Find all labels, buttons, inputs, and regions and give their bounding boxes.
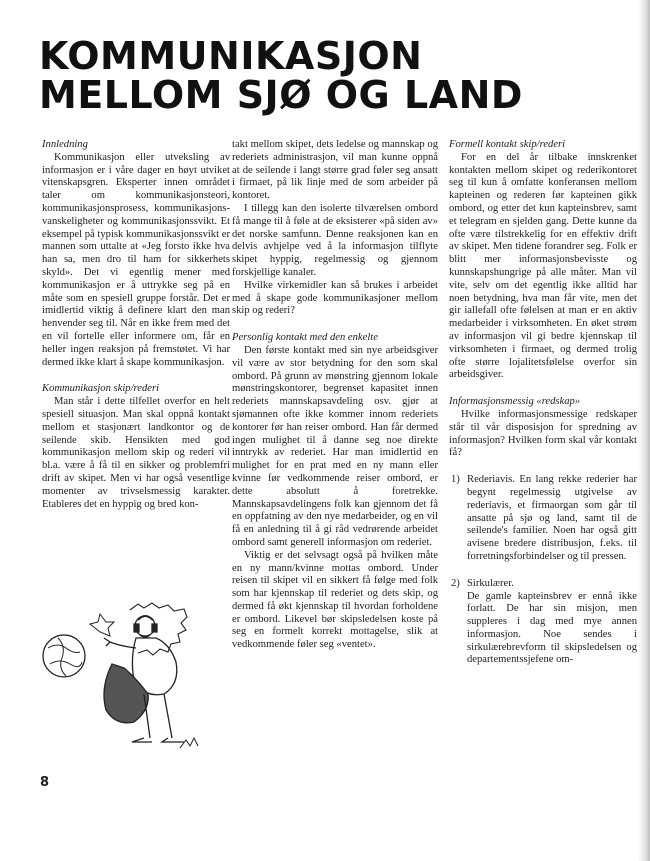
list-item	[451, 578, 637, 668]
page-number: 8	[40, 775, 50, 790]
text-column-2	[232, 139, 438, 652]
globe-icon	[43, 635, 85, 677]
paragraph: I tillegg kan den isolerte tilværelsen ombord få mange til å føle at de eksisterer «på siden av» det norske samfunn. Denne reaksjonen kan en delvis avhjelpe ved å la informasjon tilflyte skipet hyppig, regelmessig og gjennom forskjellige kanaler.	[232, 202, 438, 278]
list-text: Rederiavis. En lang rekke rederier har begynt regelmessig utgivelse av rederiavis, et firmaorgan som går til ansatte på sjø og land, samt til de seilende's familier. Noen har også gitt avisene bredere distribusjon, f.eks. til forretningsforbindelser og til pressen.	[467, 474, 637, 562]
list-text: Sirkulærer.	[467, 577, 514, 589]
list-item	[451, 474, 637, 564]
list-number: 1)	[451, 474, 460, 486]
paragraph: Den første kontakt med sin nye arbeidsgiver vil være av stor betydning for den som skal ombord. På grunn av mønstring gjennom lokale mønstringskontorer, begrenset kapasitet innen rederiets mannskapsavdeling osv. gjør at sjømannen ofte ikke kommer innom rederiets kontorer før han reiser ombord. Han får dermed ingen mulighet til å danne seg noe direkte inntrykk av rederiet. Har man imidlertid en mulighet for en prat med en ny mann eller kvinne før vedkommende reiser ombord, er dette absolutt å foretrekke. Mannskapsavdelingens folk kan gjennom det få en oppfatning av den nye medarbeider, og en vil få en anledning til å gi råd vedrørende arbeidet ombord samt generell informasjon om rederiet.	[232, 344, 438, 548]
section-heading: Formell kontakt skip/rederi	[449, 139, 566, 150]
section-heading: Informasjonsmessig «redskap»	[449, 396, 581, 408]
paragraph: Kommunikasjon eller utveksling av informasjon er i våre dager en høyt utviket vitenskapsgren. Eksperter innen området taler om kommunikasjonsteori, kommunikasjonsprosess, kommunikasjons-vanskeligheter og kommunikasjonssvikt. Et eksempel på typisk kommunikasjonssvikt er mannen som uttalte at «Jeg forsto ikke hva han sa, men dro til ham for sikkerhets skyld». Det vi egentlig mener med kommunikasjon er å uttrykke seg på en måte som en spesiell gruppe forstår. Det er imidlertid viktig å definere klart den man henvender seg til. Når en ikke frem med det en vil fortelle eller informere om, får en heller ingen reaksjon på fremstøtet. Vi har dermed ikke klart å skape kommunikasjon.	[42, 151, 230, 368]
article-title-line-2: MELLOM SJØ OG LAND	[39, 73, 523, 117]
section-heading: Personlig kontakt med den enkelte	[232, 332, 378, 344]
section-heading: Innledning	[42, 139, 88, 150]
text-column-3	[449, 139, 637, 667]
paragraph: Hvilke virkemidler kan så brukes i arbeidet med å skape gode kommunikasjoner mellom skip og rederi?	[232, 279, 438, 317]
paragraph: Hvilke informasjonsmessige redskaper står til vår disposisjon for spredning av informasjon? Hvilken form skal vår kontakt få?	[449, 408, 637, 459]
page-edge-shadow	[638, 0, 650, 861]
article-title-line-1: KOMMUNIKASJON	[39, 34, 423, 78]
cartoon-illustration	[40, 598, 226, 758]
paragraph: takt mellom skipet, dets ledelse og mannskap og rederiets administrasjon, vil man kunne oppnå at de seilende i langt større grad føler seg ansatt i firmaet, på lik linje med de som arbeider på kontoret.	[232, 139, 438, 202]
paragraph: For en del år tilbake innskrenket kontakten mellom skipet og rederikontoret seg til kun å omfatte konferansen mellom kapteinen og rederen før kapteinen gikk ombord, og etter det kun kapteinsbrev, samt et telegram en sjelden gang. Dette kunne da ofte være tilstrekkelig for en effektiv drift av skipet. Men tidene forandrer seg. Folk er blitt mer informasjonsbevisste og kunnskapshungrige på alle måter. Man vil vite, selv om det egentlig ikke alltid har noen betydning, hva man får vite, men det gir iallefall ofte følelsen at man er en aktiv medarbeider i virksomheten. En øket strøm av informasjon vil gi bedre kjennskap til virksomheten i firmaet, og dermed trolig ofte større lojalitetsfølelse overfor sin arbeidsgiver.	[449, 151, 637, 381]
section-heading: Kommunikasjon skip/rederi	[42, 383, 160, 395]
list-number: 2)	[451, 577, 460, 589]
paragraph: Viktig er det selvsagt også på hvilken måte en ny mann/kvinne mottas ombord. Under reisen til skipet vil en sikkert få følge med folk som har kjennskap til rederiet og dets skip, og dermed få økt kjennskap til hvordan forholdene er ombord. Likevel bør skipsledelsen koste på seg en formelt korrekt mottagelse, slik at vedkommende føler seg «ventet».	[232, 549, 438, 651]
list-text-continued: De gamle kapteinsbrev er ennå ikke forlatt. De har sin misjon, men suppleres i dag med mye annen informasjon. Noe sendes i sirkulærebrevform til skipsledelsen og departementssjefene om-	[467, 590, 637, 666]
paragraph: Man står i dette tilfellet overfor en helt spesiell situasjon. Man skal oppnå kontakt mellom et stasjonært landkontor og de seilende skib. Hensikten med god kommunikasjon mellom skip og rederi vil bl.a. være å få til en sikker og problemfri drift av skipet. Men vi har også vesentlige momenter av trivselsmessig karakter. Etableres det en hyppig og bred kon-	[42, 396, 230, 510]
text-column-1	[42, 139, 230, 511]
